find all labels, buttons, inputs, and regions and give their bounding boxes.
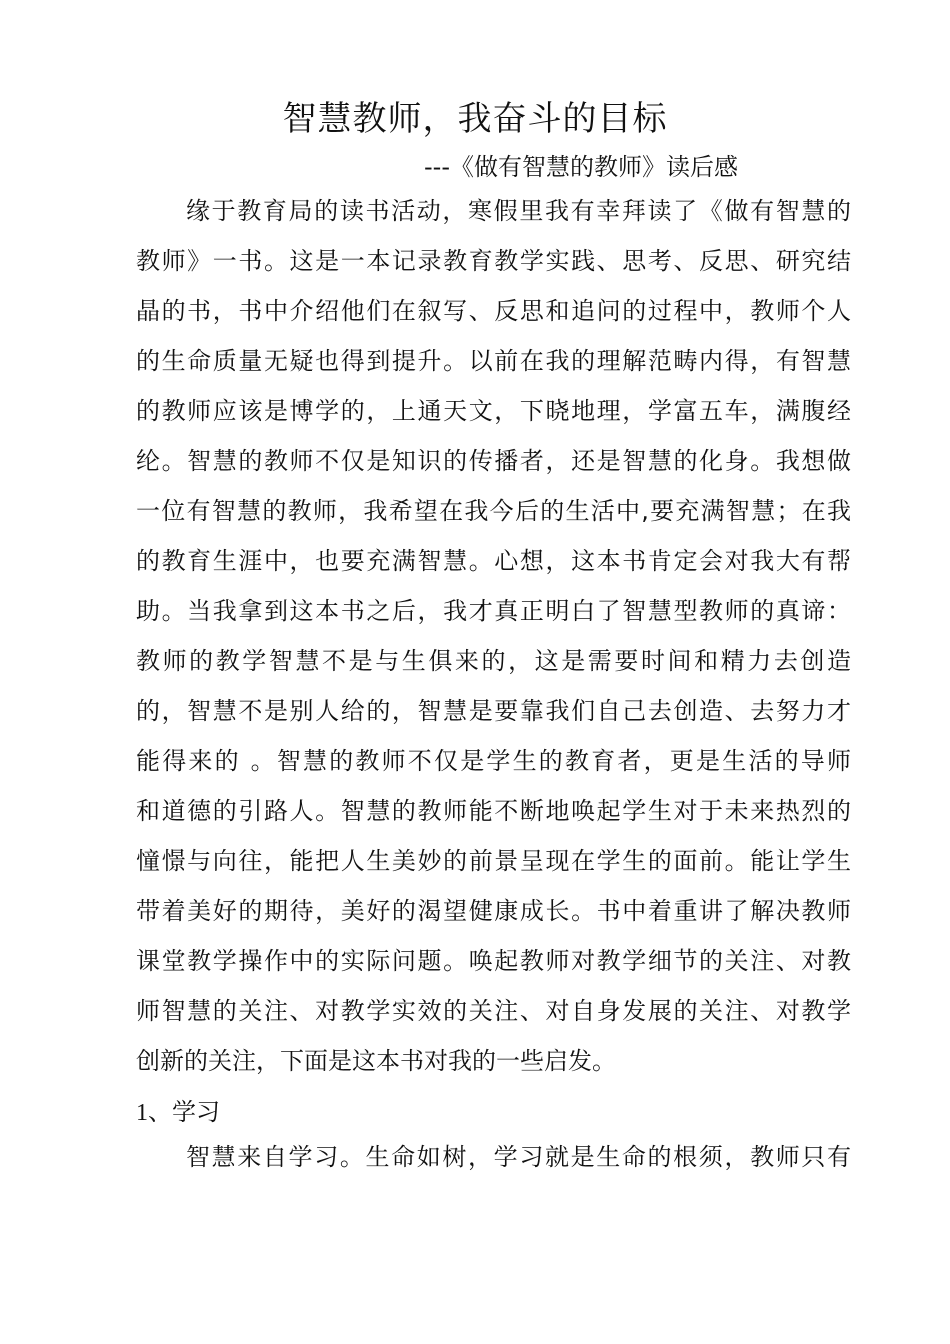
section-number: 1 xyxy=(136,1100,148,1126)
paragraph-line: 智慧来自学习。生命如树，学习就是生命的根须，教师只有 xyxy=(186,1143,851,1171)
paragraph-line: 晶的书，书中介绍他们在叙写、反思和追问的过程中，教师个人 xyxy=(136,297,851,325)
paragraph-line: 的生命质量无疑也得到提升。以前在我的理解范畴内得，有智慧 xyxy=(136,347,851,375)
paragraph-line: 的教育生涯中，也要充满智慧。心想，这本书肯定会对我大有帮 xyxy=(136,547,851,575)
paragraph-line: 缘于教育局的读书活动，寒假里我有幸拜读了《做有智慧的 xyxy=(186,197,851,225)
section-separator: 、 xyxy=(148,1098,172,1126)
paragraph-line: 师智慧的关注、对教学实效的关注、对自身发展的关注、对教学 xyxy=(136,997,851,1025)
paragraph-line: 课堂教学操作中的实际问题。唤起教师对教学细节的关注、对教 xyxy=(136,947,851,975)
document-subtitle: ---《做有智慧的教师》读后感 xyxy=(424,153,738,181)
paragraph-line: 创新的关注，下面是这本书对我的一些启发。 xyxy=(136,1047,616,1075)
paragraph-line: 能得来的 。智慧的教师不仅是学生的教育者，更是生活的导师 xyxy=(136,747,851,775)
paragraph-line: 的，智慧不是别人给的，智慧是要靠我们自己去创造、去努力才 xyxy=(136,697,851,725)
paragraph-line: 憧憬与向往，能把人生美妙的前景呈现在学生的面前。能让学生 xyxy=(136,847,851,875)
document-title: 智慧教师，我奋斗的目标 xyxy=(282,99,668,139)
paragraph-line: 助。当我拿到这本书之后，我才真正明白了智慧型教师的真谛： xyxy=(136,597,851,625)
paragraph-line: 纶。智慧的教师不仅是知识的传播者，还是智慧的化身。我想做 xyxy=(136,447,851,475)
section-heading-label: 学习 xyxy=(172,1098,220,1126)
paragraph-line: 和道德的引路人。智慧的教师能不断地唤起学生对于未来热烈的 xyxy=(136,797,851,825)
paragraph-line: 带着美好的期待，美好的渴望健康成长。书中着重讲了解决教师 xyxy=(136,897,851,925)
paragraph-line: 的教师应该是博学的，上通天文，下晓地理，学富五车，满腹经 xyxy=(136,397,851,425)
section-heading-study xyxy=(136,1094,220,1131)
paragraph-line: 教师的教学智慧不是与生俱来的，这是需要时间和精力去创造 xyxy=(136,647,851,675)
paragraph-line: 一位有智慧的教师，我希望在我今后的生活中,要充满智慧；在我 xyxy=(136,497,851,525)
paragraph-line: 教师》一书。这是一本记录教育教学实践、思考、反思、研究结 xyxy=(136,247,851,275)
